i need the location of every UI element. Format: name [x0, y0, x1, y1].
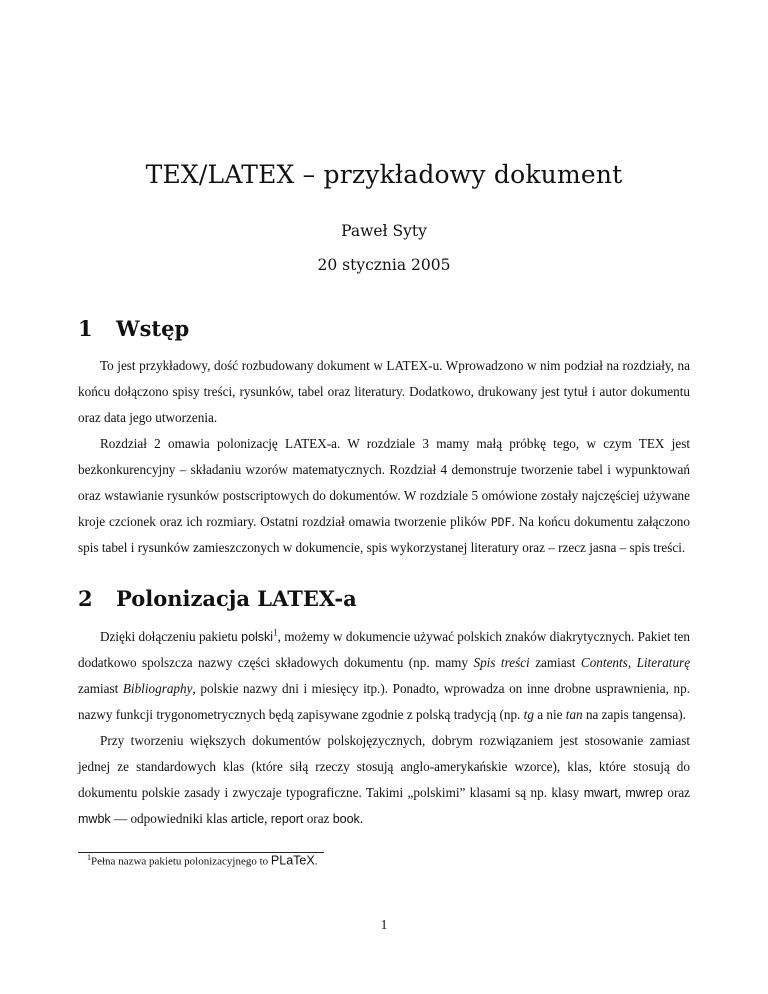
inline-code: PDF: [490, 515, 512, 529]
footnote-mark: 1: [87, 853, 91, 862]
paragraph: To jest przykładowy, dość rozbudowany dokument w LATEX-u. Wprowadzono w nim podział na rozdziały, na końcu dołączono spisy treści, rysunków, tabel oraz literatury. Dodatkowo, drukowany jest tytuł i autor dokumentu oraz data jego utworzenia.: [78, 358, 690, 425]
page-number: 1: [380, 917, 388, 932]
section-number: 1: [78, 316, 93, 341]
section-number: 2: [78, 586, 93, 611]
paragraph: Dzięki dołączeniu pakietu polski$^1$, możemy w dokumencie używać polskich znaków diakrytycznych. Pakiet ten dodatkowo spolszcza nazwy części składowych dokumentu (np. mamy Spis treści zamiast Contents, Literaturę zamiast Bibliography, polskie nazwy dni i miesięcy itp.). Ponadto, wprowadza on inne drobne usprawnienia, np. nazwy funkcji trygonometrycznych będą zapisywane zgodnie z polską tradycją (np. tg a nie tan na zapis tangensa).: [78, 627, 691, 722]
footnote: $^1$Pełna nazwa pakietu polonizacyjnego to PLaTeX.: [87, 853, 318, 868]
document-author: Paweł Syty: [341, 222, 427, 240]
section-title: Polonizacja LATEX-a: [116, 586, 357, 611]
footnote-ref[interactable]: 1: [273, 627, 278, 638]
package-name: polski: [241, 630, 274, 644]
section-1-heading: [78, 316, 189, 341]
paragraph: Przy tworzeniu większych dokumentów polskojęzycznych, dobrym rozwiązaniem jest stosowanie zamiast jednej ze standardowych klas (które siłą rzeczy stosują anglo-amerykańskie wzorce), klas, które stosują do dokumentu polskie zasady i zwyczaje typograficzne. Takimi „polskimi” klasami są np. klasy mwart, mwrep oraz mwbk — odpowiedniki klas article, report oraz book.: [78, 733, 691, 826]
section-2-heading: [78, 586, 357, 611]
paragraph: Rozdział 2 omawia polonizację LATEX-a. W rozdziale 3 mamy małą próbkę tego, w czym TEX jest bezkonkurencyjny – składaniu wzorów matematycznych. Rozdział 4 demonstruje tworzenie tabel i wypunktowań oraz wstawianie rysunków postscriptowych do dokumentów. W rozdziale 5 omówione zostały najczęściej używane kroje czcionek oraz ich rozmiary. Ostatni rozdział omawia tworzenie plików PDF. Na końcu dokumentu załączono spis tabel i rysunków zamieszczonych w dokumencie, spis wykorzystanej literatury oraz – rzecz jasna – spis treści.: [78, 436, 690, 555]
document-title: TEX/LATEX – przykładowy dokument: [145, 160, 623, 189]
section-title: Wstęp: [116, 316, 190, 341]
document-date: 20 stycznia 2005: [317, 256, 451, 274]
section-1-body: [78, 353, 690, 561]
section-2-body: [78, 624, 690, 832]
package-name: PLaTeX: [270, 853, 315, 868]
